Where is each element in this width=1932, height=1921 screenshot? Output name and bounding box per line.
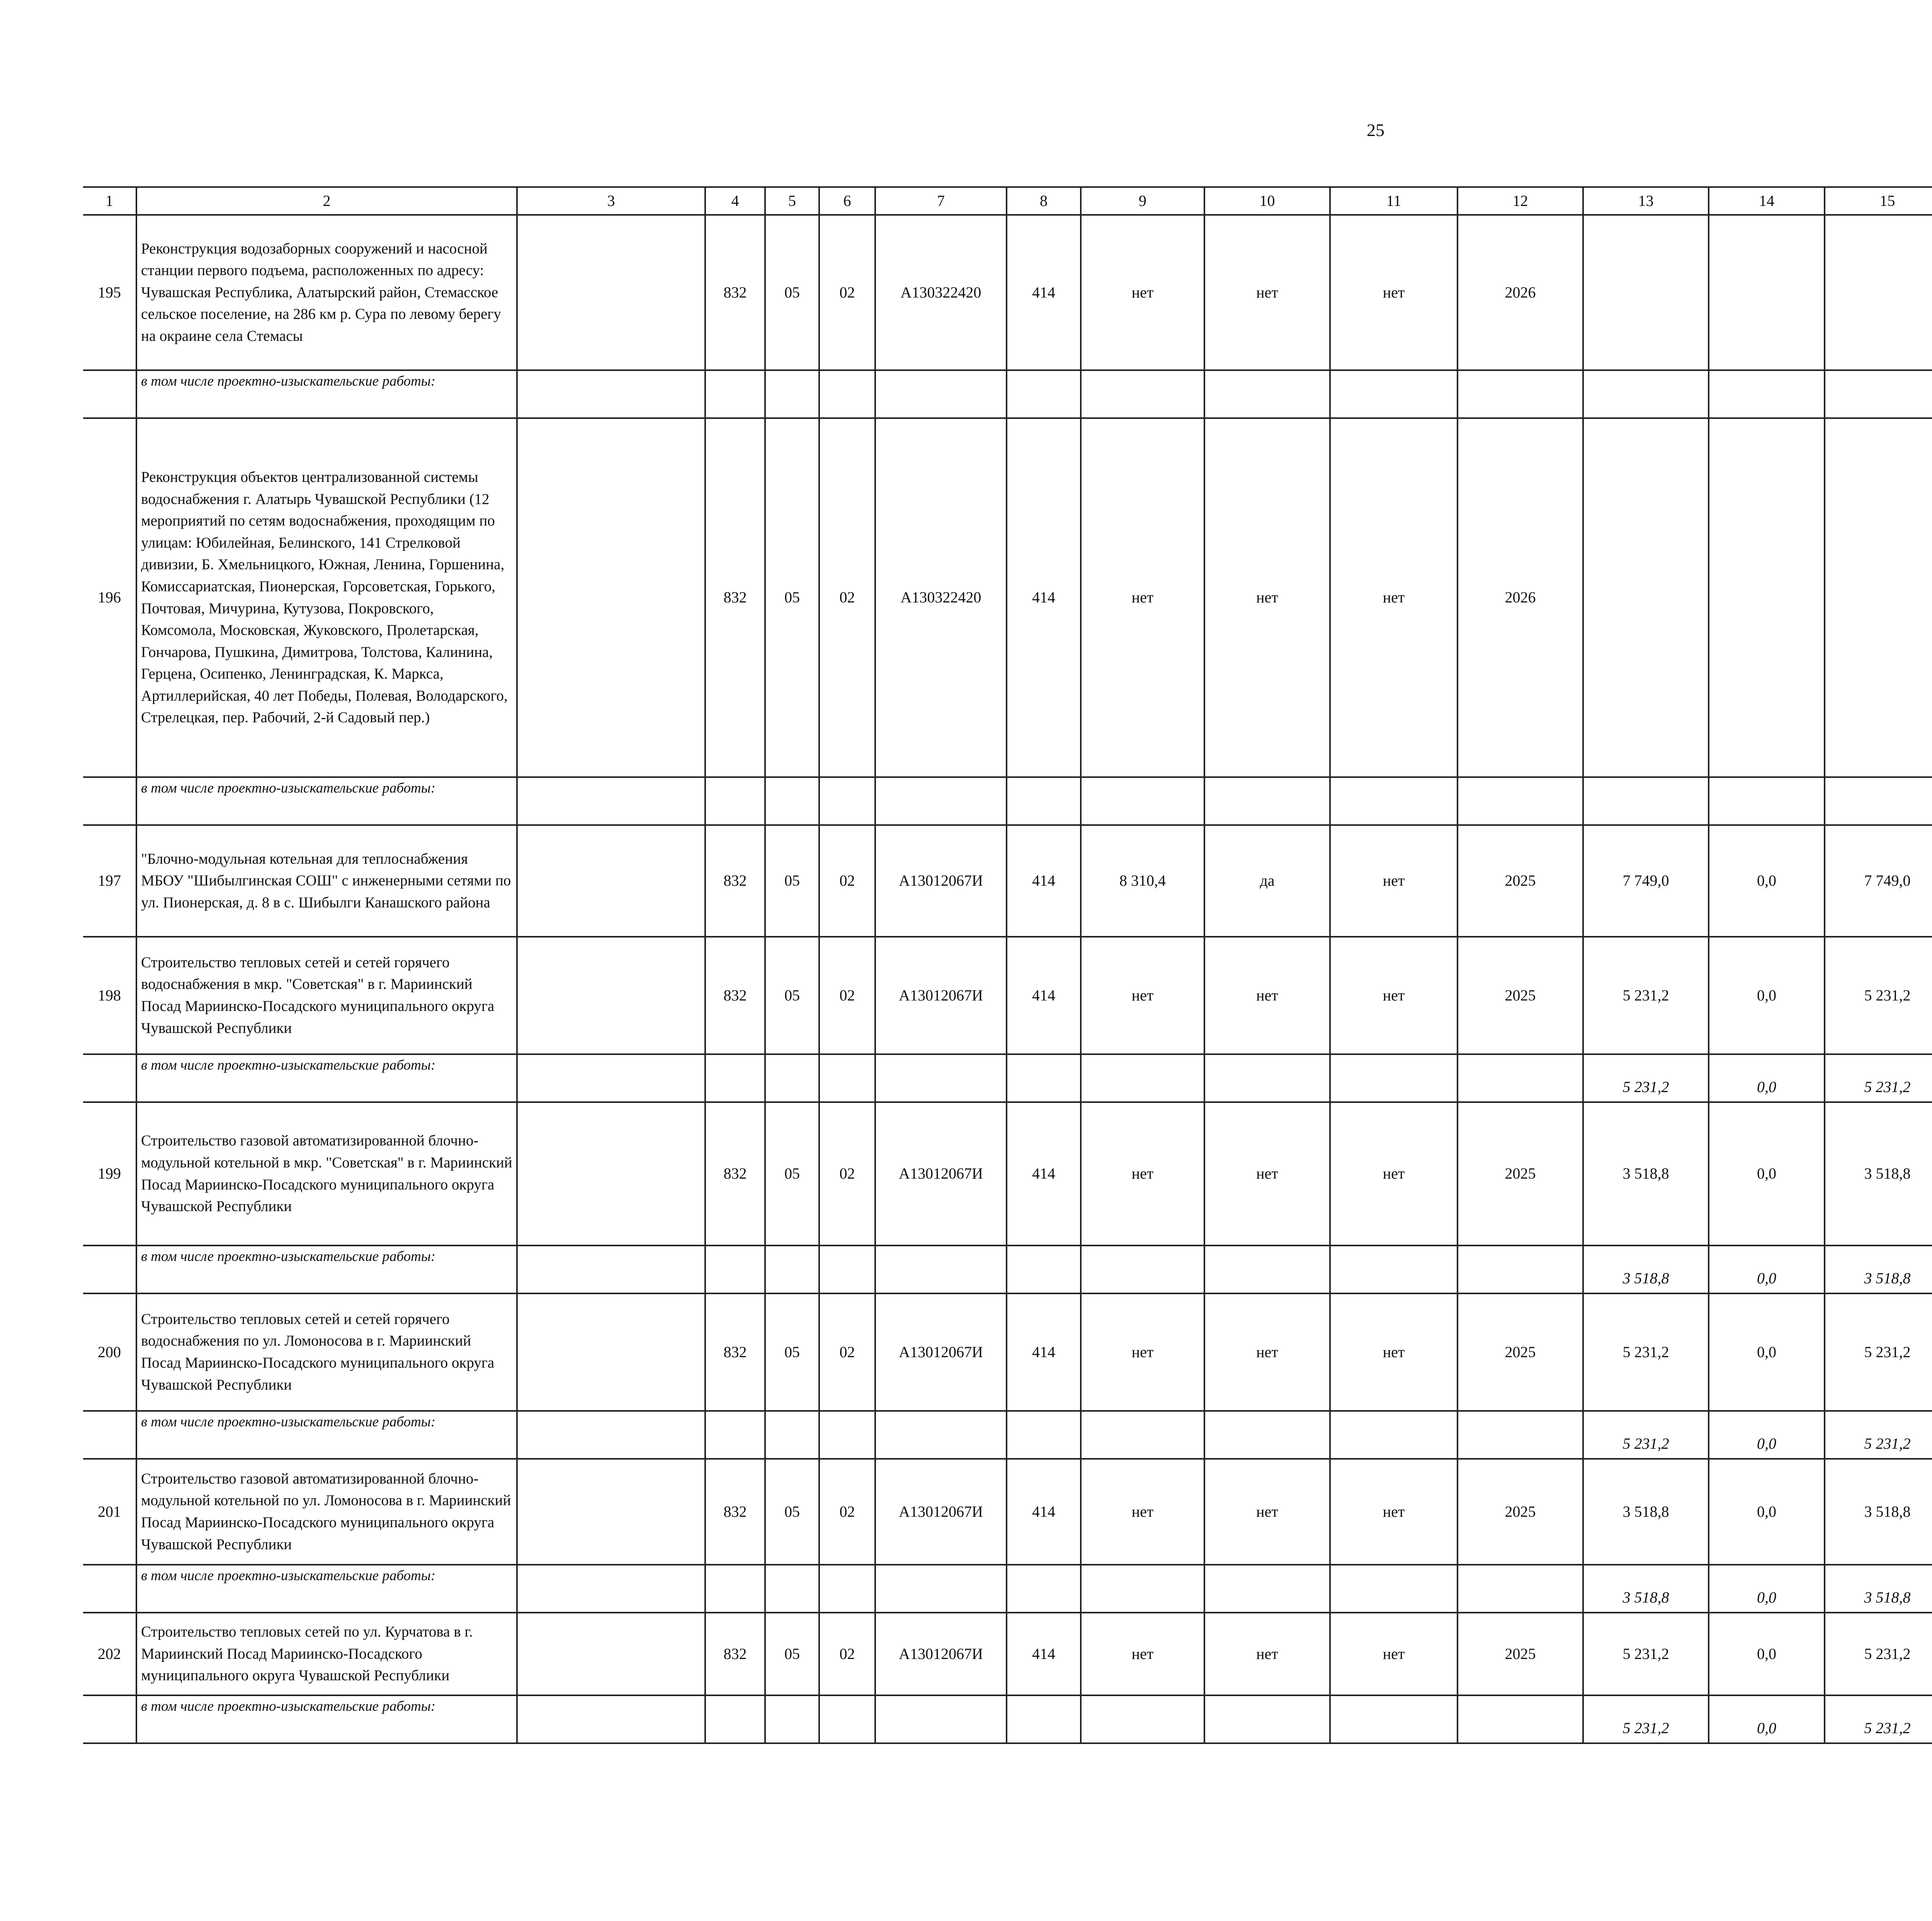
subrow-empty-cell xyxy=(1081,1246,1204,1293)
cell-col-14: 0,0 xyxy=(1709,825,1825,937)
subrow-label: в том числе проектно-изыскательские работы: xyxy=(136,1695,517,1743)
subrow-cell-col-13: 5 231,2 xyxy=(1583,1411,1709,1459)
subrow-empty-cell xyxy=(1330,1246,1458,1293)
cell-col-6: 02 xyxy=(819,937,875,1054)
design-survey-subrow xyxy=(83,1695,1932,1743)
cell-col-14: 0,0 xyxy=(1709,937,1825,1054)
subrow-empty-cell xyxy=(875,777,1007,825)
cell-col-14: 0,0 xyxy=(1709,1293,1825,1411)
table-row xyxy=(83,1459,1932,1565)
cell-col-13: 3 518,8 xyxy=(1583,1102,1709,1246)
subrow-empty-cell xyxy=(1007,1054,1081,1102)
cell-col-15: 5 231,2 xyxy=(1825,1613,1932,1695)
subrow-empty-cell xyxy=(83,1411,136,1459)
cell-col-4: 832 xyxy=(705,1613,765,1695)
subrow-empty-cell xyxy=(1458,777,1583,825)
column-number-4: 4 xyxy=(705,187,765,215)
table-row xyxy=(83,418,1932,777)
cell-col-7: А13012067И xyxy=(875,1102,1007,1246)
cell-col-5: 05 xyxy=(765,1613,819,1695)
subrow-cell-col-15 xyxy=(1825,777,1932,825)
object-name: "Блочно-модульная котельная для теплоснабжения МБОУ "Шибылгинская СОШ" с инженерными сетями по ул. Пионерская, д. 8 в с. Шибылги Канашского района xyxy=(136,825,517,937)
subrow-empty-cell xyxy=(1330,1054,1458,1102)
object-name: Строительство тепловых сетей и сетей горячего водоснабжения по ул. Ломоносова в г. Мариинский Посад Мариинско-Посадского муниципального округа Чувашской Республики xyxy=(136,1293,517,1411)
cell-col-5: 05 xyxy=(765,825,819,937)
cell-col-8: 414 xyxy=(1007,825,1081,937)
table-row xyxy=(83,215,1932,370)
cell-col-9: нет xyxy=(1081,215,1204,370)
subrow-empty-cell xyxy=(83,370,136,418)
cell-col-4: 832 xyxy=(705,937,765,1054)
subrow-cell-col-14: 0,0 xyxy=(1709,1054,1825,1102)
cell-col-3 xyxy=(517,1102,705,1246)
design-survey-subrow xyxy=(83,370,1932,418)
cell-col-5: 05 xyxy=(765,937,819,1054)
object-name: Реконструкция объектов централизованной системы водоснабжения г. Алатырь Чувашской Республики (12 мероприятий по сетям водоснабжения, проходящим по улицам: Юбилейная, Белинского, 141 Стрелковой дивизии, Б. Хмельницкого, Южная, Ленина, Горшенина, Комиссариатская, Пионерская, Горсоветская, Горького, Почтовая, Мичурина, Кутузова, Покровского, Комсомола, Московская, Жуковского, Пролетарская, Гончарова, Пушкина, Димитрова, Толстова, Калинина, Герцена, Осипенко, Ленинградская, К. Маркса, Артиллерийская, 40 лет Победы, Полевая, Володарского, Стрелецкая, пер. Рабочий, 2-й Садовый пер.) xyxy=(136,418,517,777)
column-number-15: 15 xyxy=(1825,187,1932,215)
cell-col-9: нет xyxy=(1081,418,1204,777)
cell-col-5: 05 xyxy=(765,1293,819,1411)
subrow-label: в том числе проектно-изыскательские работы: xyxy=(136,1054,517,1102)
cell-col-3 xyxy=(517,1293,705,1411)
cell-col-4: 832 xyxy=(705,825,765,937)
cell-col-4: 832 xyxy=(705,418,765,777)
cell-col-12: 2025 xyxy=(1458,937,1583,1054)
cell-col-15: 5 231,2 xyxy=(1825,1293,1932,1411)
subrow-empty-cell xyxy=(705,1411,765,1459)
subrow-empty-cell xyxy=(819,1054,875,1102)
row-number: 202 xyxy=(83,1613,136,1695)
cell-col-10: нет xyxy=(1204,1102,1330,1246)
column-number-7: 7 xyxy=(875,187,1007,215)
cell-col-10: нет xyxy=(1204,418,1330,777)
subrow-empty-cell xyxy=(819,370,875,418)
cell-col-13: 7 749,0 xyxy=(1583,825,1709,937)
cell-col-13: 5 231,2 xyxy=(1583,1613,1709,1695)
subrow-empty-cell xyxy=(517,1054,705,1102)
cell-col-12: 2025 xyxy=(1458,1459,1583,1565)
cell-col-9: нет xyxy=(1081,1102,1204,1246)
subrow-cell-col-13: 3 518,8 xyxy=(1583,1565,1709,1613)
subrow-empty-cell xyxy=(765,1054,819,1102)
cell-col-13: 5 231,2 xyxy=(1583,937,1709,1054)
row-number: 198 xyxy=(83,937,136,1054)
cell-col-3 xyxy=(517,215,705,370)
subrow-empty-cell xyxy=(1204,1565,1330,1613)
subrow-cell-col-13 xyxy=(1583,370,1709,418)
subrow-empty-cell xyxy=(1007,1565,1081,1613)
subrow-empty-cell xyxy=(517,1565,705,1613)
subrow-empty-cell xyxy=(517,1411,705,1459)
subrow-empty-cell xyxy=(1204,1054,1330,1102)
table-row xyxy=(83,1102,1932,1246)
subrow-empty-cell xyxy=(1081,777,1204,825)
subrow-label: в том числе проектно-изыскательские работы: xyxy=(136,1411,517,1459)
subrow-empty-cell xyxy=(1007,1695,1081,1743)
cell-col-5: 05 xyxy=(765,1459,819,1565)
object-name: Строительство газовой автоматизированной блочно-модульной котельной в мкр. "Советская" в г. Мариинский Посад Мариинско-Посадского муниципального округа Чувашской Республики xyxy=(136,1102,517,1246)
subrow-empty-cell xyxy=(83,1246,136,1293)
object-name: Строительство газовой автоматизированной блочно-модульной котельной по ул. Ломоносова в г. Мариинский Посад Мариинско-Посадского муниципального округа Чувашской Республики xyxy=(136,1459,517,1565)
cell-col-11: нет xyxy=(1330,215,1458,370)
table-body xyxy=(83,187,1932,1743)
subrow-empty-cell xyxy=(819,1246,875,1293)
table-row xyxy=(83,1613,1932,1695)
cell-col-6: 02 xyxy=(819,418,875,777)
cell-col-14: 0,0 xyxy=(1709,1613,1825,1695)
subrow-empty-cell xyxy=(819,777,875,825)
subrow-empty-cell xyxy=(1330,1411,1458,1459)
cell-col-10: нет xyxy=(1204,1613,1330,1695)
design-survey-subrow xyxy=(83,1565,1932,1613)
subrow-empty-cell xyxy=(83,1695,136,1743)
cell-col-7: А13012067И xyxy=(875,1293,1007,1411)
subrow-label: в том числе проектно-изыскательские работы: xyxy=(136,777,517,825)
column-number-6: 6 xyxy=(819,187,875,215)
column-number-2: 2 xyxy=(136,187,517,215)
cell-col-8: 414 xyxy=(1007,937,1081,1054)
cell-col-13: 5 231,2 xyxy=(1583,1293,1709,1411)
object-name: Реконструкция водозаборных сооружений и насосной станции первого подъема, расположенных по адресу: Чувашская Республика, Алатырский район, Стемасское сельское поселение, на 286 км р. Сура по левому берегу на окраине села Стемасы xyxy=(136,215,517,370)
column-number-8: 8 xyxy=(1007,187,1081,215)
subrow-empty-cell xyxy=(1330,370,1458,418)
subrow-empty-cell xyxy=(875,1246,1007,1293)
subrow-empty-cell xyxy=(819,1695,875,1743)
cell-col-7: А130322420 xyxy=(875,418,1007,777)
cell-col-11: нет xyxy=(1330,1459,1458,1565)
subrow-empty-cell xyxy=(517,1695,705,1743)
subrow-empty-cell xyxy=(83,1565,136,1613)
subrow-empty-cell xyxy=(765,777,819,825)
subrow-cell-col-14 xyxy=(1709,370,1825,418)
cell-col-3 xyxy=(517,937,705,1054)
column-number-13: 13 xyxy=(1583,187,1709,215)
subrow-label: в том числе проектно-изыскательские работы: xyxy=(136,1565,517,1613)
cell-col-10: нет xyxy=(1204,1459,1330,1565)
cell-col-8: 414 xyxy=(1007,1613,1081,1695)
cell-col-9: 8 310,4 xyxy=(1081,825,1204,937)
row-number: 199 xyxy=(83,1102,136,1246)
subrow-cell-col-13: 5 231,2 xyxy=(1583,1054,1709,1102)
subrow-cell-col-13 xyxy=(1583,777,1709,825)
column-number-1: 1 xyxy=(83,187,136,215)
object-name: Строительство тепловых сетей и сетей горячего водоснабжения в мкр. "Советская" в г. Мариинский Посад Мариинско-Посадского муниципального округа Чувашской Республики xyxy=(136,937,517,1054)
subrow-empty-cell xyxy=(1204,1695,1330,1743)
cell-col-13 xyxy=(1583,215,1709,370)
subrow-empty-cell xyxy=(1007,370,1081,418)
cell-col-12: 2026 xyxy=(1458,215,1583,370)
subrow-empty-cell xyxy=(1458,1246,1583,1293)
cell-col-8: 414 xyxy=(1007,418,1081,777)
cell-col-15: 5 231,2 xyxy=(1825,937,1932,1054)
subrow-empty-cell xyxy=(1458,1565,1583,1613)
cell-col-8: 414 xyxy=(1007,1102,1081,1246)
subrow-empty-cell xyxy=(705,777,765,825)
column-number-9: 9 xyxy=(1081,187,1204,215)
cell-col-12: 2025 xyxy=(1458,1613,1583,1695)
object-name: Строительство тепловых сетей по ул. Курчатова в г. Мариинский Посад Мариинско-Посадского муниципального округа Чувашской Республики xyxy=(136,1613,517,1695)
subrow-empty-cell xyxy=(517,777,705,825)
subrow-empty-cell xyxy=(705,1565,765,1613)
subrow-empty-cell xyxy=(1007,777,1081,825)
cell-col-7: А13012067И xyxy=(875,1613,1007,1695)
subrow-cell-col-15: 5 231,2 xyxy=(1825,1054,1932,1102)
subrow-cell-col-15 xyxy=(1825,370,1932,418)
row-number: 201 xyxy=(83,1459,136,1565)
cell-col-7: А13012067И xyxy=(875,1459,1007,1565)
subrow-empty-cell xyxy=(705,1695,765,1743)
subrow-empty-cell xyxy=(875,370,1007,418)
column-number-10: 10 xyxy=(1204,187,1330,215)
subrow-empty-cell xyxy=(1081,1695,1204,1743)
subrow-empty-cell xyxy=(1081,1411,1204,1459)
cell-col-4: 832 xyxy=(705,1459,765,1565)
cell-col-12: 2025 xyxy=(1458,825,1583,937)
column-number-14: 14 xyxy=(1709,187,1825,215)
cell-col-4: 832 xyxy=(705,1293,765,1411)
design-survey-subrow xyxy=(83,1054,1932,1102)
cell-col-6: 02 xyxy=(819,825,875,937)
subrow-empty-cell xyxy=(875,1054,1007,1102)
subrow-empty-cell xyxy=(1204,777,1330,825)
subrow-empty-cell xyxy=(1458,1054,1583,1102)
cell-col-6: 02 xyxy=(819,1459,875,1565)
subrow-label: в том числе проектно-изыскательские работы: xyxy=(136,370,517,418)
cell-col-11: нет xyxy=(1330,937,1458,1054)
design-survey-subrow xyxy=(83,777,1932,825)
column-number-11: 11 xyxy=(1330,187,1458,215)
cell-col-6: 02 xyxy=(819,1613,875,1695)
cell-col-10: нет xyxy=(1204,937,1330,1054)
cell-col-11: нет xyxy=(1330,418,1458,777)
subrow-empty-cell xyxy=(875,1411,1007,1459)
cell-col-7: А13012067И xyxy=(875,937,1007,1054)
cell-col-14 xyxy=(1709,215,1825,370)
subrow-empty-cell xyxy=(765,1411,819,1459)
cell-col-11: нет xyxy=(1330,1613,1458,1695)
cell-col-7: А13012067И xyxy=(875,825,1007,937)
row-number: 196 xyxy=(83,418,136,777)
cell-col-3 xyxy=(517,825,705,937)
row-number: 197 xyxy=(83,825,136,937)
page-number: 25 xyxy=(1367,120,1384,140)
cell-col-15: 3 518,8 xyxy=(1825,1102,1932,1246)
subrow-empty-cell xyxy=(1458,1411,1583,1459)
subrow-empty-cell xyxy=(1330,1565,1458,1613)
subrow-cell-col-14: 0,0 xyxy=(1709,1565,1825,1613)
cell-col-14: 0,0 xyxy=(1709,1459,1825,1565)
cell-col-5: 05 xyxy=(765,1102,819,1246)
subrow-empty-cell xyxy=(1204,1411,1330,1459)
subrow-cell-col-14 xyxy=(1709,777,1825,825)
subrow-empty-cell xyxy=(765,1246,819,1293)
table-row xyxy=(83,937,1932,1054)
cell-col-11: нет xyxy=(1330,1293,1458,1411)
subrow-empty-cell xyxy=(517,370,705,418)
design-survey-subrow xyxy=(83,1411,1932,1459)
subrow-empty-cell xyxy=(705,1054,765,1102)
cell-col-11: нет xyxy=(1330,825,1458,937)
cell-col-3 xyxy=(517,418,705,777)
subrow-empty-cell xyxy=(83,1054,136,1102)
subrow-empty-cell xyxy=(517,1246,705,1293)
subrow-empty-cell xyxy=(83,777,136,825)
subrow-empty-cell xyxy=(1330,777,1458,825)
design-survey-subrow xyxy=(83,1246,1932,1293)
subrow-empty-cell xyxy=(1458,1695,1583,1743)
subrow-empty-cell xyxy=(1204,1246,1330,1293)
cell-col-6: 02 xyxy=(819,215,875,370)
subrow-empty-cell xyxy=(765,1565,819,1613)
subrow-empty-cell xyxy=(765,1695,819,1743)
subrow-empty-cell xyxy=(1081,1565,1204,1613)
cell-col-13 xyxy=(1583,418,1709,777)
cell-col-6: 02 xyxy=(819,1293,875,1411)
cell-col-9: нет xyxy=(1081,1459,1204,1565)
subrow-cell-col-13: 3 518,8 xyxy=(1583,1246,1709,1293)
cell-col-14 xyxy=(1709,418,1825,777)
subrow-empty-cell xyxy=(705,1246,765,1293)
subrow-empty-cell xyxy=(765,370,819,418)
subrow-label: в том числе проектно-изыскательские работы: xyxy=(136,1246,517,1293)
cell-col-4: 832 xyxy=(705,1102,765,1246)
subrow-empty-cell xyxy=(875,1695,1007,1743)
cell-col-10: нет xyxy=(1204,1293,1330,1411)
subrow-empty-cell xyxy=(1081,1054,1204,1102)
cell-col-12: 2025 xyxy=(1458,1102,1583,1246)
cell-col-3 xyxy=(517,1459,705,1565)
subrow-empty-cell xyxy=(1007,1246,1081,1293)
cell-col-7: А130322420 xyxy=(875,215,1007,370)
cell-col-10: нет xyxy=(1204,215,1330,370)
table-row xyxy=(83,1293,1932,1411)
subrow-empty-cell xyxy=(1081,370,1204,418)
cell-col-13: 3 518,8 xyxy=(1583,1459,1709,1565)
cell-col-8: 414 xyxy=(1007,1293,1081,1411)
cell-col-15: 7 749,0 xyxy=(1825,825,1932,937)
cell-col-10: да xyxy=(1204,825,1330,937)
cell-col-5: 05 xyxy=(765,418,819,777)
subrow-empty-cell xyxy=(1458,370,1583,418)
subrow-empty-cell xyxy=(819,1565,875,1613)
cell-col-12: 2025 xyxy=(1458,1293,1583,1411)
table-row xyxy=(83,825,1932,937)
subrow-cell-col-15: 3 518,8 xyxy=(1825,1246,1932,1293)
cell-col-11: нет xyxy=(1330,1102,1458,1246)
cell-col-15 xyxy=(1825,418,1932,777)
cell-col-3 xyxy=(517,1613,705,1695)
subrow-empty-cell xyxy=(819,1411,875,1459)
column-number-row xyxy=(83,187,1932,215)
column-number-3: 3 xyxy=(517,187,705,215)
cell-col-9: нет xyxy=(1081,1613,1204,1695)
subrow-empty-cell xyxy=(1204,370,1330,418)
cell-col-15: 3 518,8 xyxy=(1825,1459,1932,1565)
column-number-12: 12 xyxy=(1458,187,1583,215)
cell-col-5: 05 xyxy=(765,215,819,370)
cell-col-9: нет xyxy=(1081,937,1204,1054)
cell-col-8: 414 xyxy=(1007,215,1081,370)
subrow-cell-col-14: 0,0 xyxy=(1709,1246,1825,1293)
cell-col-9: нет xyxy=(1081,1293,1204,1411)
row-number: 200 xyxy=(83,1293,136,1411)
cell-col-15 xyxy=(1825,215,1932,370)
subrow-cell-col-15: 3 518,8 xyxy=(1825,1565,1932,1613)
row-number: 195 xyxy=(83,215,136,370)
cell-col-14: 0,0 xyxy=(1709,1102,1825,1246)
cell-col-6: 02 xyxy=(819,1102,875,1246)
cell-col-12: 2026 xyxy=(1458,418,1583,777)
subrow-cell-col-15: 5 231,2 xyxy=(1825,1695,1932,1743)
subrow-empty-cell xyxy=(875,1565,1007,1613)
column-number-5: 5 xyxy=(765,187,819,215)
subrow-empty-cell xyxy=(1330,1695,1458,1743)
subrow-cell-col-14: 0,0 xyxy=(1709,1411,1825,1459)
subrow-cell-col-15: 5 231,2 xyxy=(1825,1411,1932,1459)
subrow-cell-col-14: 0,0 xyxy=(1709,1695,1825,1743)
subrow-cell-col-13: 5 231,2 xyxy=(1583,1695,1709,1743)
cell-col-8: 414 xyxy=(1007,1459,1081,1565)
subrow-empty-cell xyxy=(705,370,765,418)
budget-table xyxy=(83,186,1932,1744)
subrow-empty-cell xyxy=(1007,1411,1081,1459)
cell-col-4: 832 xyxy=(705,215,765,370)
